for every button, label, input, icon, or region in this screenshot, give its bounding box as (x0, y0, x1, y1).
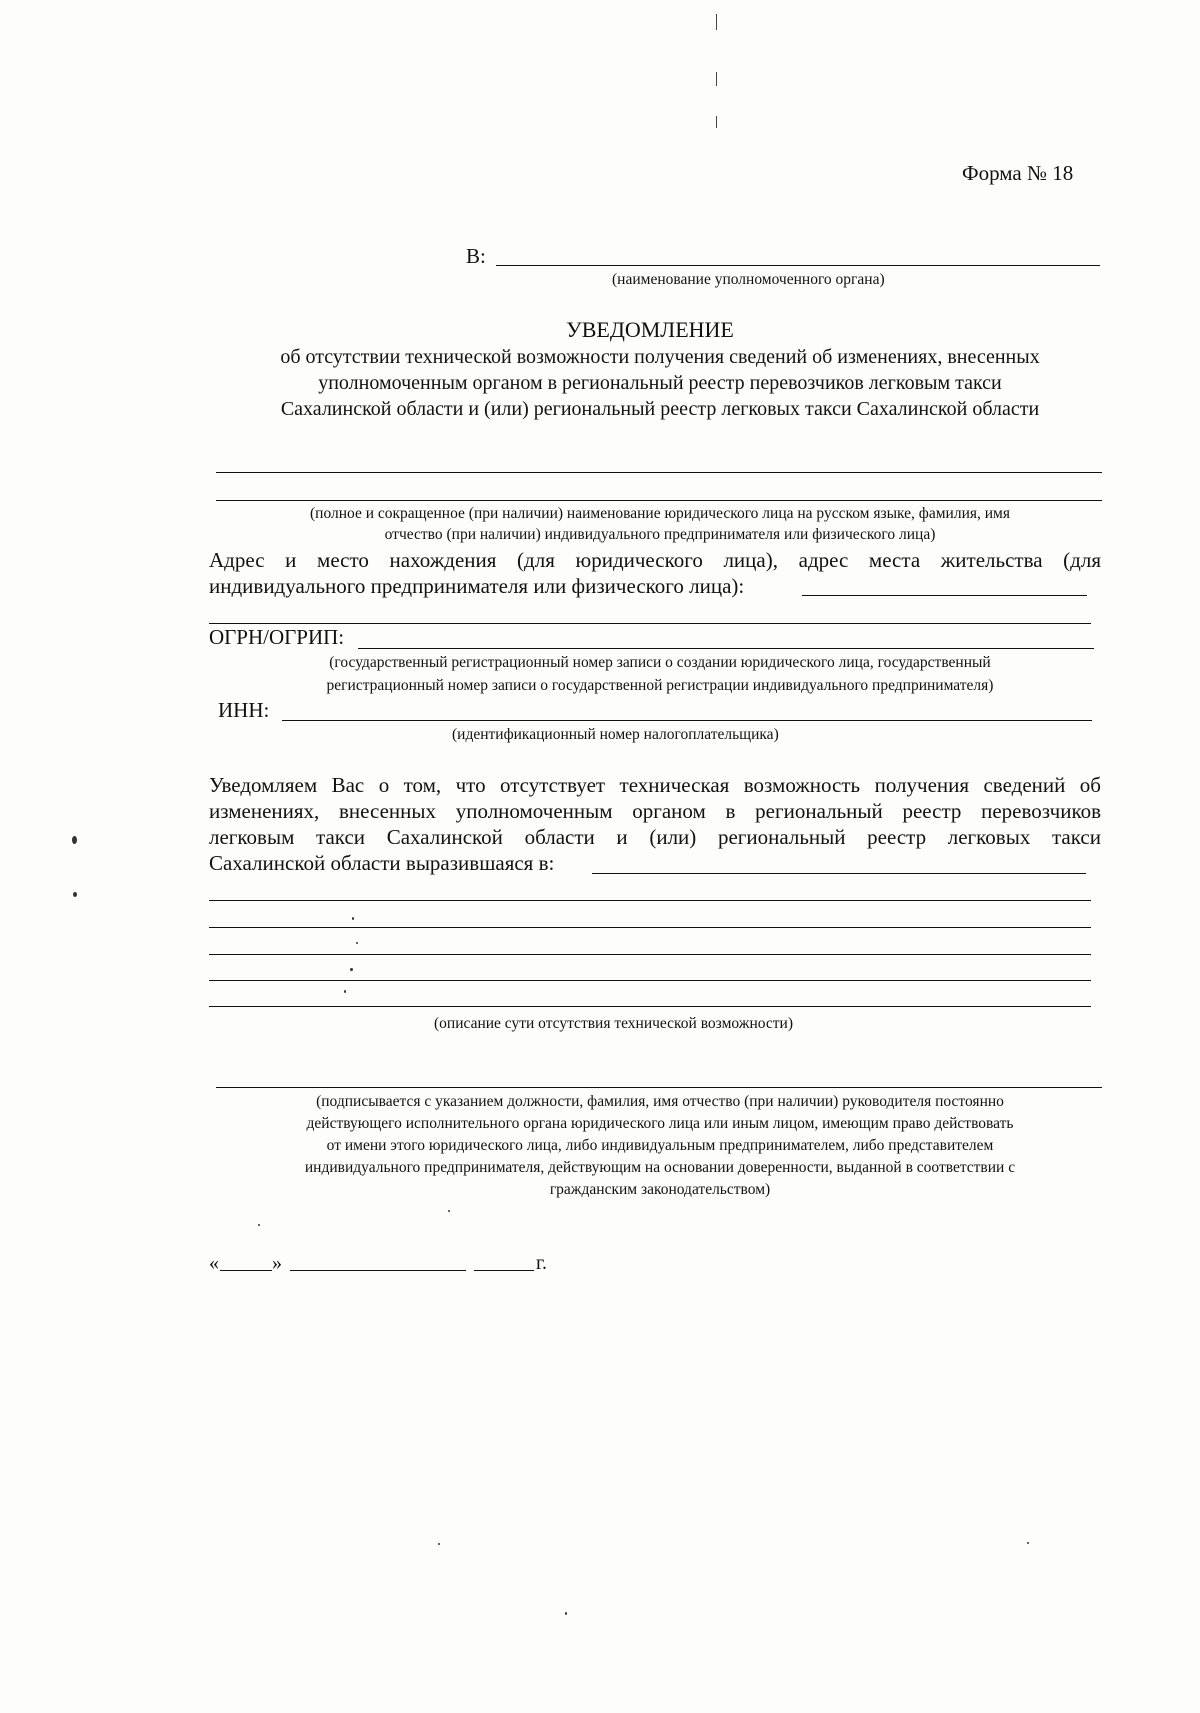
applicant-name-field-1[interactable] (216, 472, 1102, 473)
scan-speck (565, 1612, 567, 1615)
scan-speck (1027, 1542, 1029, 1544)
scan-speck (448, 1210, 450, 1212)
signature-field[interactable] (216, 1087, 1102, 1088)
statement-field-5[interactable] (209, 980, 1091, 981)
scan-speck (352, 917, 354, 920)
notice-subtitle-line-3: Сахалинской области и (или) региональный реестр легковых такси Сахалинской области (280, 398, 1040, 420)
form-number: Форма № 18 (962, 161, 1074, 185)
scan-speck (72, 836, 77, 844)
address-label-line-1: Адрес и место нахождения (для юридического лица), адрес места жительства (для (209, 548, 1101, 572)
signature-hint-line-4: индивидуального предпринимателя, действующим на основании доверенности, выданной в соответствии с (304, 1159, 1016, 1176)
statement-field-4[interactable] (209, 954, 1091, 955)
statement-line-1: Уведомляем Вас о том, что отсутствует техническая возможность получения сведений об (209, 773, 1101, 797)
scan-speck (344, 990, 346, 993)
scan-mark (716, 14, 717, 30)
signature-hint-line-3: от имени этого юридического лица, либо индивидуальным предпринимателем, либо представителем (326, 1137, 994, 1154)
statement-line-4: Сахалинской области выразившаяся в: (209, 851, 555, 875)
date-day-field[interactable] (220, 1270, 272, 1271)
date-close-quote: » (272, 1252, 282, 1274)
applicant-hint-line-2: отчество (при наличии) индивидуального предпринимателя или физического лица) (384, 526, 936, 543)
signature-hint-line-2: действующего исполнительного органа юридического лица или иным лицом, имеющим право действовать (306, 1115, 1014, 1132)
notice-title: УВЕДОМЛЕНИЕ (566, 317, 734, 342)
ogrn-hint-line-1: (государственный регистрационный номер записи о создании юридического лица, государственный (329, 654, 991, 671)
inn-field[interactable] (282, 720, 1092, 721)
address-field-1[interactable] (802, 595, 1087, 596)
date-year-field[interactable] (474, 1270, 534, 1271)
statement-field-2[interactable] (209, 900, 1091, 901)
applicant-hint-line-1: (полное и сокращенное (при наличии) наименование юридического лица на русском языке, фамилия, имя (310, 505, 1010, 522)
recipient-hint: (наименование уполномоченного органа) (612, 271, 885, 288)
scan-speck (258, 1224, 260, 1226)
ogrn-label: ОГРН/ОГРИП: (209, 625, 345, 649)
scan-speck (438, 1543, 440, 1545)
inn-hint: (идентификационный номер налогоплательщика) (452, 726, 779, 743)
inn-label: ИНН: (218, 698, 270, 722)
ogrn-hint-line-2: регистрационный номер записи о государственной регистрации индивидуального предпринимателя) (326, 677, 994, 694)
statement-line-3: легковым такси Сахалинской области и (или) региональный реестр легковых такси (209, 825, 1101, 849)
signature-hint-line-5: гражданским законодательством) (549, 1181, 771, 1198)
scan-speck (73, 892, 77, 897)
notice-subtitle-line-1: об отсутствии технической возможности получения сведений об изменениях, внесенных (280, 346, 1040, 368)
statement-line-2: изменениях, внесенных уполномоченным органом в региональный реестр перевозчиков (209, 799, 1101, 823)
address-label-line-2: индивидуального предпринимателя или физического лица): (209, 574, 745, 598)
notice-subtitle-line-2: уполномоченным органом в региональный реестр перевозчиков легковым такси (318, 372, 1002, 394)
statement-field-6[interactable] (209, 1006, 1091, 1007)
signature-hint-line-1: (подписывается с указанием должности, фамилия, имя отчество (при наличии) руководителя постоянно (316, 1093, 1004, 1110)
scan-mark (716, 116, 717, 128)
statement-hint: (описание сути отсутствия технической возможности) (434, 1015, 794, 1032)
ogrn-field[interactable] (358, 648, 1094, 649)
recipient-prefix: В: (466, 244, 486, 268)
date-month-field[interactable] (290, 1270, 466, 1271)
recipient-field[interactable] (496, 265, 1100, 266)
applicant-name-field-2[interactable] (216, 500, 1102, 501)
scan-speck (350, 968, 353, 971)
statement-field-1[interactable] (592, 873, 1086, 874)
statement-field-3[interactable] (209, 927, 1091, 928)
date-year-suffix: г. (536, 1252, 547, 1274)
scan-mark (716, 72, 717, 86)
scan-speck (356, 942, 358, 944)
date-open-quote: « (209, 1252, 219, 1274)
